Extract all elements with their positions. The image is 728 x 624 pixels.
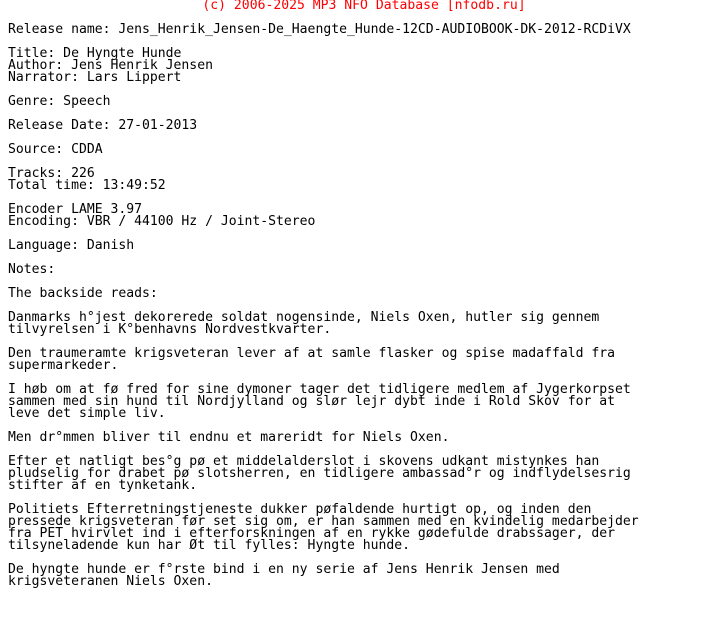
description-line: Danmarks h°jest dekorerede soldat nogensinde, Niels Oxen, hutler sig gennem	[8, 310, 600, 325]
description-line: pressede krigsveteran før set sig om, er han sammen med en kvindelig medarbejder	[8, 514, 639, 529]
description-line: Den traumeramte krigsveteran lever af at samle flasker og spise madaffald fra	[8, 346, 615, 361]
author-field: Author: Jens Henrik Jensen	[8, 58, 213, 73]
spacer	[8, 156, 724, 168]
description-line: fra PET hvirvlet ind i efterforskningen af en rykke gødefulde drabssager, der	[8, 526, 615, 541]
description-line: I høb om at fø fred for sine dymoner tager det tidligere medlem af Jygerkorpset	[8, 382, 631, 397]
description-line: krigsveteranen Niels Oxen.	[8, 574, 213, 589]
spacer	[8, 132, 724, 144]
title-field: Title: De Hyngte Hunde	[8, 46, 182, 61]
tracks-field: Tracks: 226	[8, 166, 95, 181]
description-line: tilsyneladende kun har Øt til fylles: Hyngte hunde.	[8, 538, 411, 553]
release-date-field: Release Date: 27-01-2013	[8, 118, 198, 133]
description-line: pludselig for drabet pø slotsherren, en tidligere ambassad°r og indflydelsesrig	[8, 466, 631, 481]
description-line: Politiets Efterretningstjeneste dukker pøfaldende hurtigt op, og inden den	[8, 502, 592, 517]
source-field: Source: CDDA	[8, 142, 103, 157]
encoder-field: Encoder LAME 3.97	[8, 202, 143, 217]
total-time-field: Total time: 13:49:52	[8, 178, 166, 193]
notes-label: Notes:	[8, 262, 56, 277]
description-line: stifter af en tynketank.	[8, 478, 198, 493]
language-field: Language: Danish	[8, 238, 135, 253]
description-line: leve det simple liv.	[8, 406, 166, 421]
description-line: Efter et natligt bes°g pø et middelalderslot i skovens udkant mistynkes han	[8, 454, 600, 469]
description-line: De hyngte hunde er f°rste bind i en ny serie af Jens Henrik Jensen med	[8, 562, 560, 577]
genre-field: Genre: Speech	[8, 94, 111, 109]
description-line: Men dr°mmen bliver til endnu et mareridt for Niels Oxen.	[8, 430, 450, 445]
site-header[interactable]: (c) 2006-2025 MP3 NFO Database [nfodb.ru]	[202, 0, 526, 13]
description-line: supermarkeder.	[8, 358, 119, 373]
release-name: Release name: Jens_Henrik_Jensen-De_Haengte_Hunde-12CD-AUDIOBOOK-DK-2012-RCDiVX	[8, 22, 631, 37]
nfo-document	[8, 0, 724, 588]
spacer	[8, 84, 724, 96]
description-line: sammen med sin hund til Nordjylland og slør lejr dybt inde i Rold Skov for at	[8, 394, 615, 409]
backside-label: The backside reads:	[8, 286, 158, 301]
narrator-field: Narrator: Lars Lippert	[8, 70, 182, 85]
spacer	[8, 252, 724, 264]
encoding-field: Encoding: VBR / 44100 Hz / Joint-Stereo	[8, 214, 316, 229]
description-line: tilvyrelsen i K°benhavns Nordvestkvarter.	[8, 322, 332, 337]
